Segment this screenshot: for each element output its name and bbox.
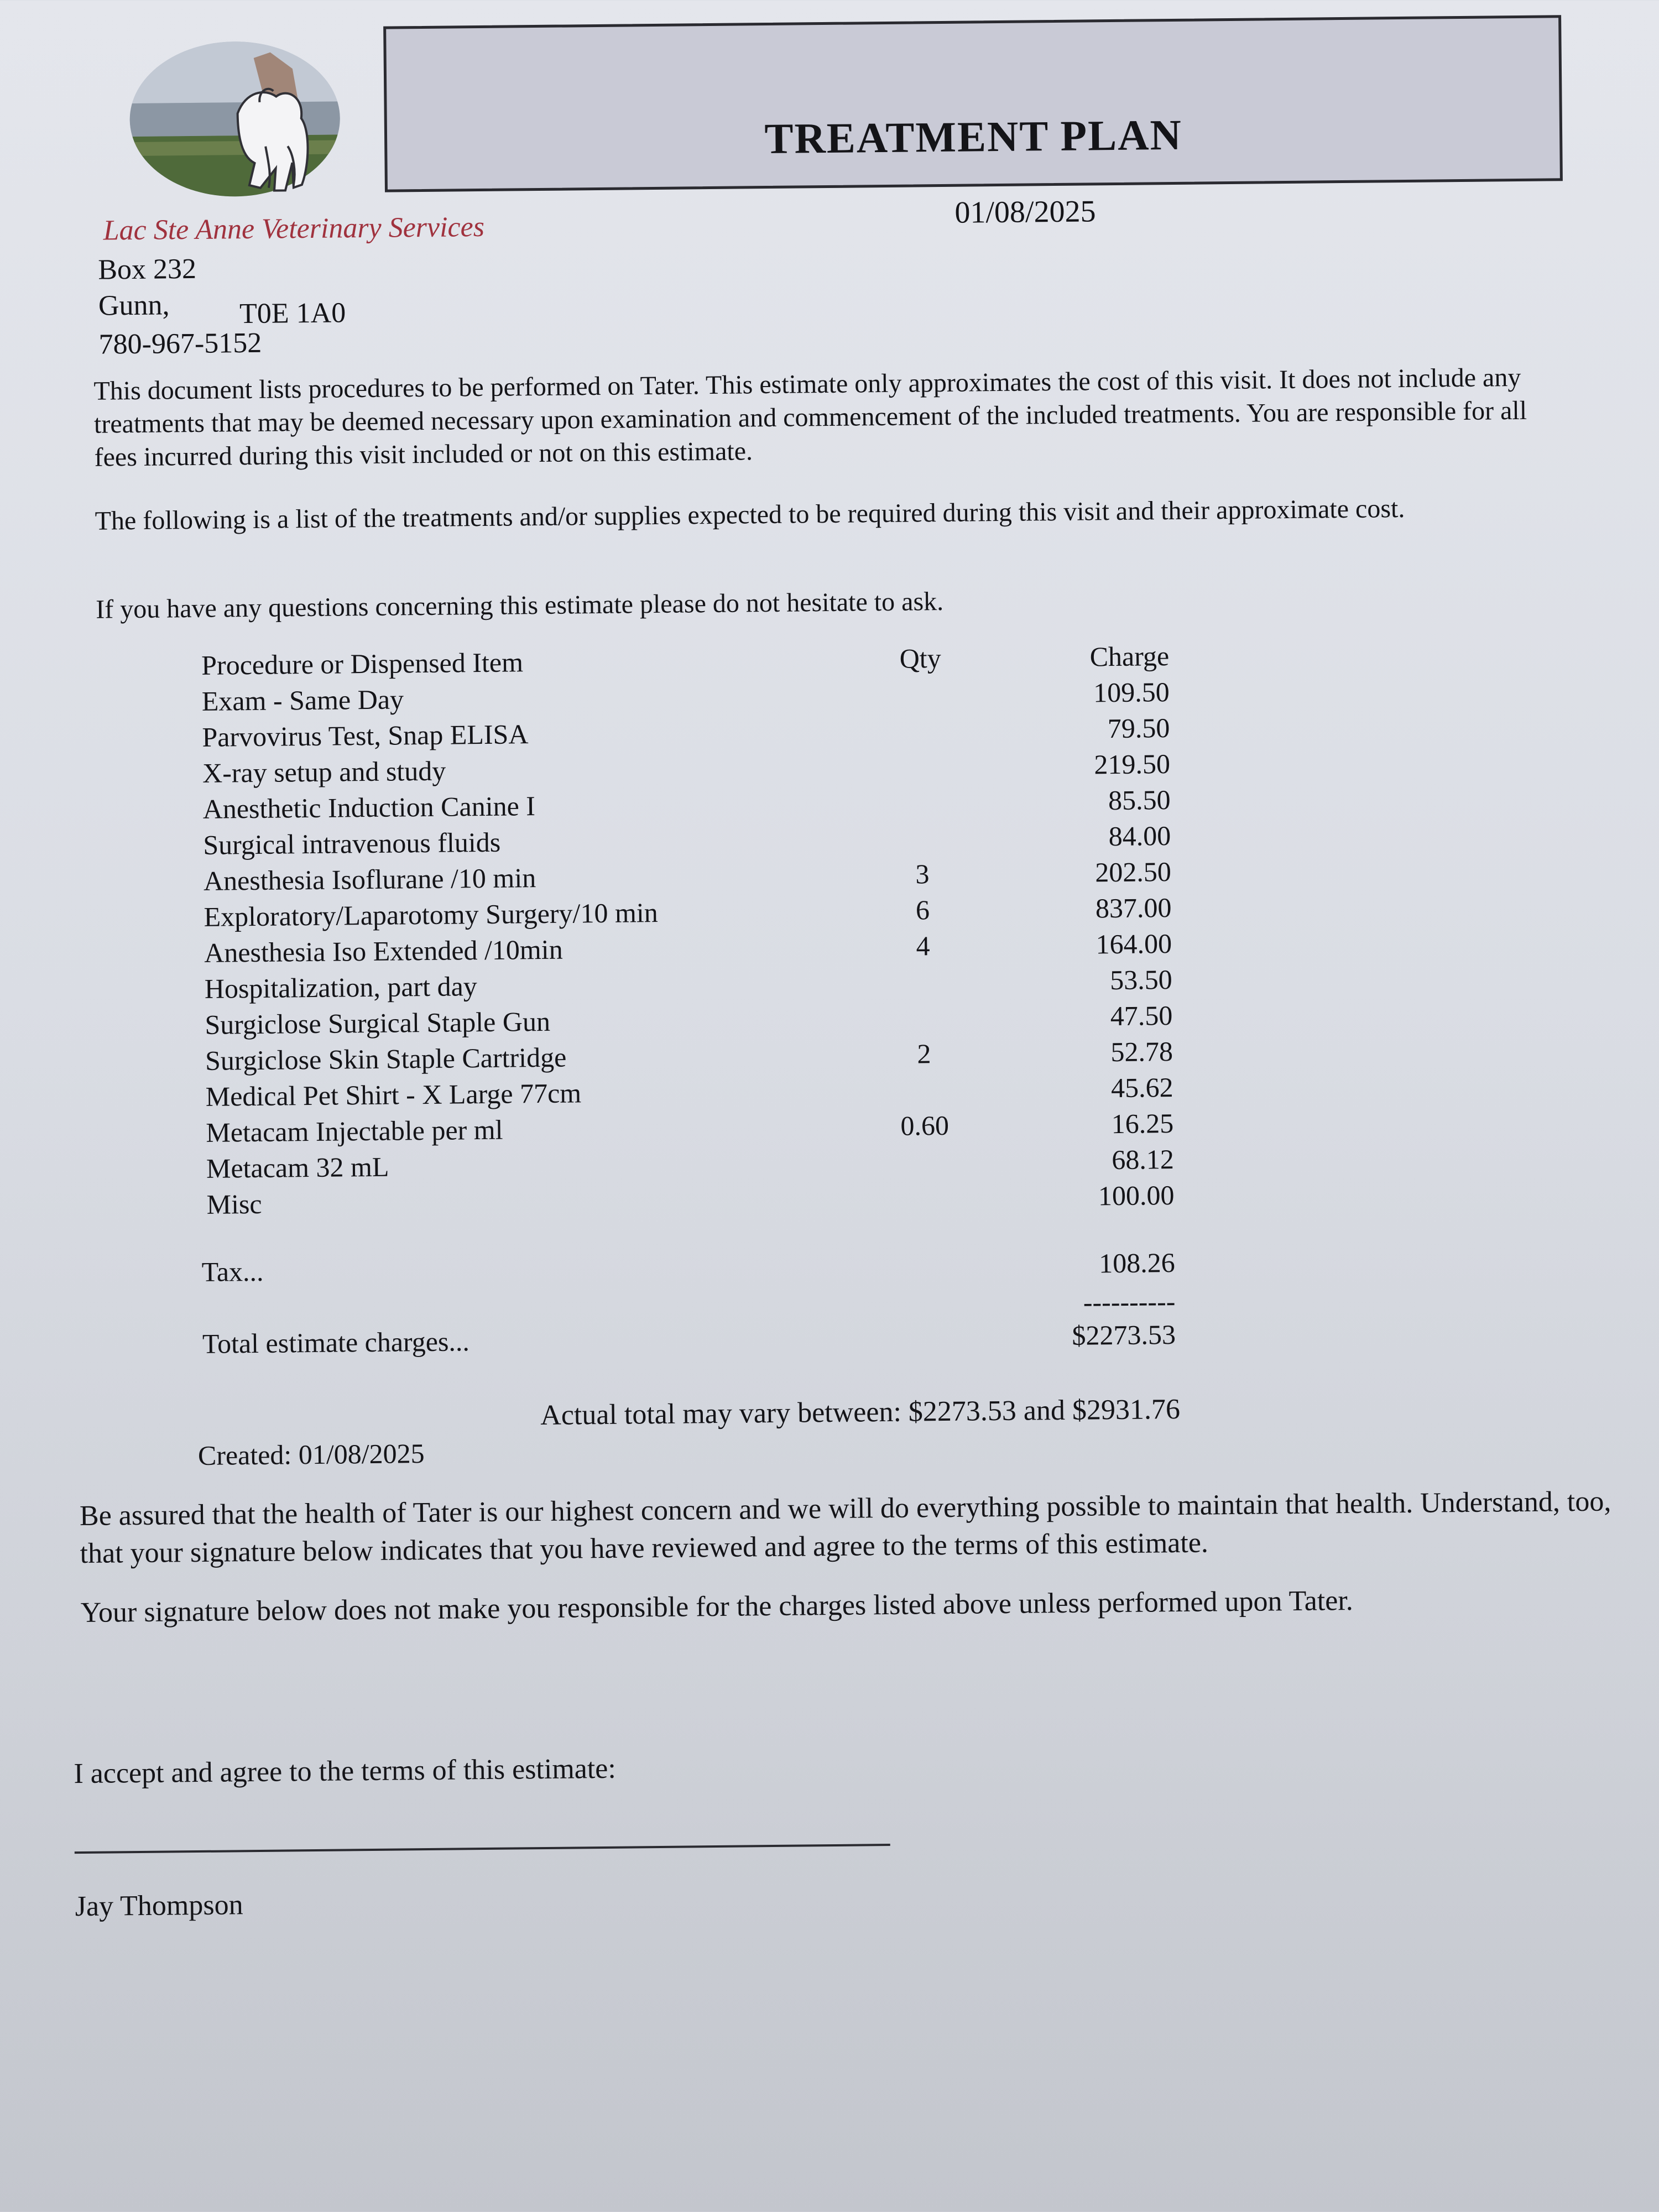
- row-charge: 53.50: [1109, 964, 1173, 996]
- total-separator: ----------: [1083, 1286, 1176, 1318]
- row-item: Anesthesia Isoflurane /10 min: [203, 862, 536, 896]
- estimate-table: [201, 638, 1175, 1223]
- row-charge: 219.50: [1094, 748, 1171, 780]
- row-qty: 6: [915, 894, 930, 926]
- row-charge: 68.12: [1112, 1144, 1175, 1176]
- clinic-phone: 780-967-5152: [98, 327, 262, 361]
- row-item: Metacam Injectable per ml: [206, 1114, 503, 1148]
- row-charge: 16.25: [1111, 1108, 1174, 1140]
- signature-line: [75, 1844, 890, 1854]
- header-qty: Qty: [899, 643, 941, 674]
- row-charge: 47.50: [1110, 1000, 1173, 1032]
- row-qty: 4: [916, 930, 930, 962]
- total-range-note: Actual total may vary between: $2273.53 and $2931.76: [540, 1393, 1181, 1432]
- row-item: Exploratory/Laparotomy Surgery/10 min: [204, 896, 658, 932]
- clinic-logo: [126, 35, 343, 211]
- page-title: TREATMENT PLAN: [764, 110, 1183, 163]
- row-charge: 85.50: [1108, 784, 1171, 816]
- row-item: Surgical intravenous fluids: [203, 826, 501, 860]
- responsibility-paragraph: Your signature below does not make you responsible for the charges listed above unless performed upon Tater.: [80, 1584, 1354, 1629]
- row-charge: 109.50: [1093, 676, 1170, 708]
- intro-list-paragraph: The following is a list of the treatments and/or supplies expected to be required during this visit and their approximate cost.: [95, 493, 1405, 536]
- header-charge: Charge: [1089, 640, 1170, 672]
- row-charge: 100.00: [1098, 1180, 1175, 1212]
- row-item: Hospitalization, part day: [204, 971, 477, 1004]
- total-label: Total estimate charges...: [202, 1326, 470, 1359]
- created-date: Created: 01/08/2025: [197, 1438, 425, 1471]
- row-item: Parvovirus Test, Snap ELISA: [202, 718, 529, 753]
- clinic-name: Lac Ste Anne Veterinary Services: [103, 211, 485, 247]
- row-item: Anesthesia Iso Extended /10min: [204, 933, 563, 968]
- accept-statement: I accept and agree to the terms of this estimate:: [74, 1752, 617, 1790]
- clinic-address-line: Box 232: [98, 253, 197, 286]
- row-charge: 164.00: [1095, 928, 1172, 960]
- total-value: $2273.53: [1072, 1319, 1176, 1351]
- tax-label: Tax...: [201, 1255, 264, 1287]
- row-qty: 2: [917, 1038, 931, 1070]
- row-charge: 79.50: [1107, 712, 1170, 744]
- row-item: Anesthetic Induction Canine I: [202, 790, 536, 825]
- table-body: [202, 674, 1175, 1223]
- row-charge: 84.00: [1108, 820, 1171, 852]
- intro-paragraph: This document lists procedures to be performed on Tater. This estimate only approximates the cost of this visit. It does not include any treatments that may be deemed necessary upon examination and commencement of the included treatments. You are responsible for all fees incurred during this visit included or not on this estimate.: [93, 362, 1527, 472]
- signer-name: Jay Thompson: [75, 1889, 243, 1923]
- row-item: Misc: [206, 1188, 262, 1220]
- row-qty: 0.60: [900, 1109, 950, 1141]
- assurance-paragraph: Be assured that the health of Tater is our highest concern and we will do everything possible to maintain that health. Understand, too, that your signature below indicates that you have reviewed and agree to the terms of this estimate.: [79, 1485, 1611, 1570]
- row-item: Surgiclose Skin Staple Cartridge: [205, 1041, 567, 1076]
- header-item: Procedure or Dispensed Item: [201, 646, 524, 681]
- questions-paragraph: If you have any questions concerning this estimate please do not hesitate to ask.: [95, 586, 944, 624]
- row-item: Surgiclose Surgical Staple Gun: [205, 1005, 551, 1040]
- row-item: Metacam 32 mL: [206, 1151, 389, 1184]
- tax-value: 108.26: [1098, 1247, 1175, 1279]
- row-qty: 3: [915, 858, 930, 890]
- row-charge: 45.62: [1110, 1072, 1173, 1104]
- clinic-city: Gunn,: [98, 289, 170, 322]
- clinic-postal-code: T0E 1A0: [239, 297, 346, 330]
- row-item: Exam - Same Day: [201, 684, 404, 717]
- row-item: X-ray setup and study: [202, 755, 446, 789]
- row-charge: 202.50: [1095, 856, 1172, 888]
- row-charge: 52.78: [1110, 1036, 1173, 1068]
- row-item: Medical Pet Shirt - X Large 77cm: [205, 1077, 582, 1112]
- header-date: 01/08/2025: [954, 194, 1096, 230]
- row-charge: 837.00: [1095, 892, 1172, 924]
